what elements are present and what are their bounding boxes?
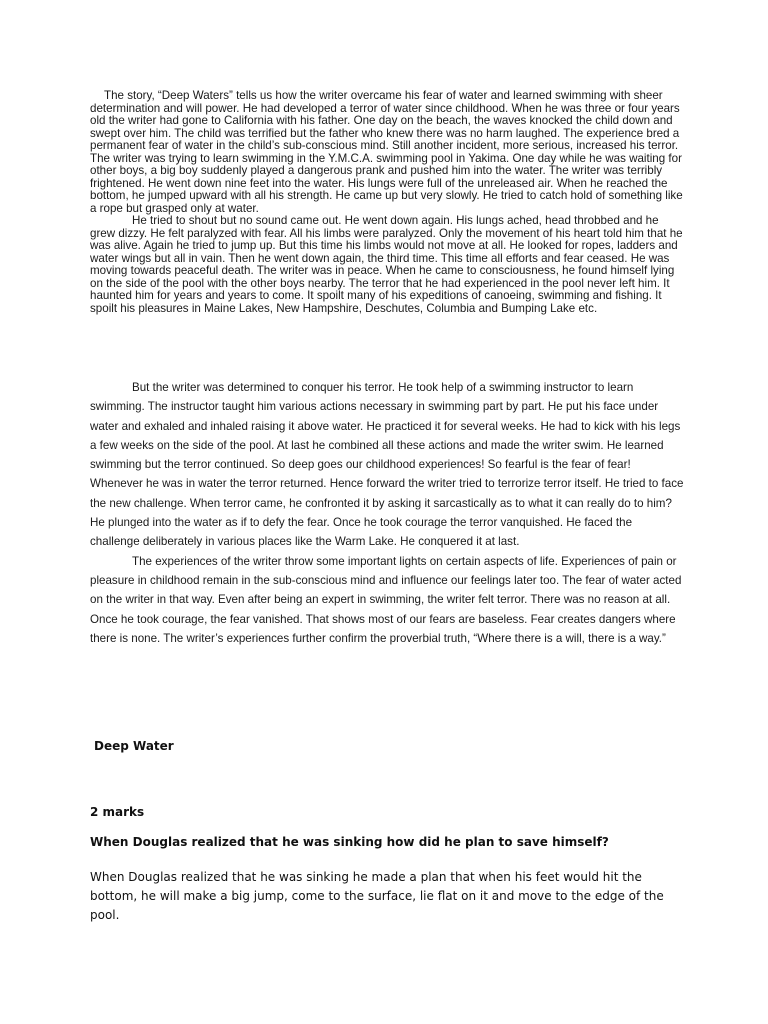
section-heading: Deep Water	[94, 739, 174, 753]
essay-paragraph-1: The story, “Deep Waters” tells us how the writer overcame his fear of water and learned swimming with sheer determination and will power. He had developed a terror of water since childhood. When he was three or four years old the writer had gone to California with his father. One day on the beach, the waves knocked the child down and swept over him. The child was terrified but the father who knew there was no harm laughed. The experience bred a permanent fear of water in the child’s sub-conscious mind. Still another incident, more serious, increased his terror. The writer was trying to learn swimming in the Y.M.C.A. swimming pool in Yakima. One day while he was waiting for other boys, a big boy suddenly played a dangerous prank and pushed him into the water. The writer was terribly frightened. He went down nine feet into the water. His lungs were full of the unreleased air. When he reached the bottom, he jumped upward with all his strength. He came up but very slowly. He tried to catch hold of something like a rope but grasped only at water.	[90, 89, 683, 215]
essay-paragraph-4: The experiences of the writer throw some important lights on certain aspects of life. Experiences of pain or pleasure in childhood remain in the sub-conscious mind and influence our feelings later too. The fear of water acted on the writer in that way. Even after being an expert in swimming, the writer felt terror. There was no reason at all. Once he took courage, the fear vanished. That shows most of our fears are baseless. Fear creates dangers where there is none. The writer’s experiences further confirm the proverbial truth, “Where there is a will, there is a way.”	[90, 554, 682, 645]
essay-paragraph-3: But the writer was determined to conquer his terror. He took help of a swimming instructor to learn swimming. The instructor taught him various actions necessary in swimming part by part. He put his face under water and exhaled and inhaled raising it above water. He practiced it for several weeks. He had to kick with his legs a few weeks on the side of the pool. At last he combined all these actions and made the writer swim. He learned swimming but the terror continued. So deep goes our childhood experiences! So fearful is the fear of fear! Whenever he was in water the terror returned. Hence forward the writer tried to terrorize terror itself. He tried to face the new challenge. When terror came, he confronted it by asking it sarcastically as to what it can really do to him? He plunged into the water as if to defy the fear. Once he took courage the terror vanquished. He faced the challenge deliberately in various places like the Warm Lake. He conquered it at last.	[90, 381, 684, 549]
question-text: When Douglas realized that he was sinking how did he plan to save himself?	[90, 835, 609, 849]
marks-label: 2 marks	[90, 805, 145, 819]
essay-part-1	[90, 90, 684, 315]
essay-paragraph-2: He tried to shout but no sound came out. He went down again. His lungs ached, head throbbed and he grew dizzy. He felt paralyzed with fear. All his limbs were paralyzed. Only the movement of his heart told him that he was alive. Again he tried to jump up. But this time his limbs would not move at all. He looked for ropes, ladders and water wings but all in vain. Then he went down again, the third time. This time all efforts and fear ceased. He was moving towards peaceful death. The writer was in peace. When he came to consciousness, he found himself lying on the side of the pool with the other boys nearby. The terror that he had experienced in the pool never left him. It haunted him for years and years to come. It spoilt many of his expeditions of canoeing, swimming and fishing. It spoilt his pleasures in Maine Lakes, New Hampshire, Deschutes, Columbia and Bumping Lake etc.	[90, 214, 683, 315]
essay-part-2	[90, 378, 684, 648]
answer-text: When Douglas realized that he was sinking he made a plan that when his feet would hit the bottom, he will make a big jump, come to the surface, lie flat on it and move to the edge of the pool.	[90, 870, 664, 922]
